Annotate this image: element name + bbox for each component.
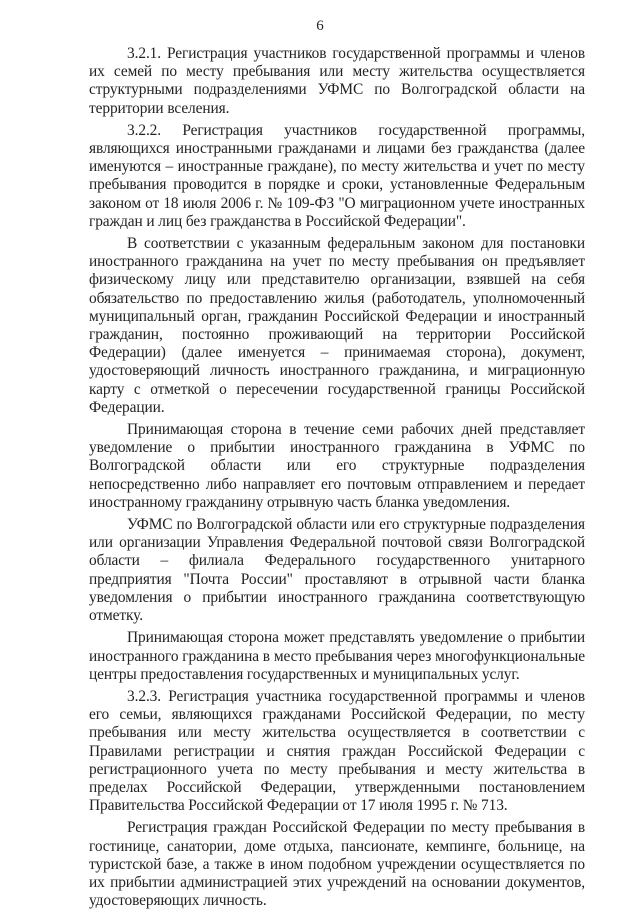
paragraph-registration-procedure: В соответствии с указанным федеральным законом для постановки иностранного гражданина на учет по месту пребывания он предъявляет физическому лицу или представителю организации, взявшей на себя обязательство по предоставлению жилья (работодатель, уполномоченный муниципальный орган, гражданин Российской Федерации и иностранный гражданин, постоянно проживающий на территории Российской Федерации) (далее именуется – принимаемая сторона), документ, удостоверяющий личность иностранного гражданина, и миграционную карту с отметкой о пересечении государственной границы Российской Федерации. <box>89 235 585 416</box>
paragraph-notification: Принимающая сторона в течение семи рабочих дней представляет уведомление о прибытии иностранного гражданина в УФМС по Волгоградской области или его структурные подразделения непосредственно либо направляет его почтовым отправлением и передает иностранному гражданину отрывную часть бланка уведомления. <box>89 421 585 511</box>
page-number: 6 <box>316 18 324 34</box>
paragraph-mfc: Принимающая сторона может представлять уведомление о прибытии иностранного гражданина в место пребывания через многофункциональные центры предоставления государственных и муниципальных услуг. <box>89 629 585 683</box>
paragraph-ufms-mark: УФМС по Волгоградской области или его структурные подразделения или организации Управления Федеральной почтовой связи Волгоградской области – филиала Федерального государственного унитарного предприятия "Почта России" проставляют в отрывной части бланка уведомления о прибытии иностранного гражданина соответствующую отметку. <box>89 516 585 625</box>
paragraph-hotel-registration: Регистрация граждан Российской Федерации по месту пребывания в гостинице, санатории, доме отдыха, пансионате, кемпинге, больнице, на туристской базе, а также в ином подобном учреждении осуществляется по их прибытии администрацией этих учреждений на основании документов, удостоверяющих личность. <box>89 819 585 910</box>
paragraph-3-2-2: 3.2.2. Регистрация участников государственной программы, являющихся иностранными гражданами и лицами без гражданства (далее именуются – иностранные граждане), по месту жительства и учет по месту пребывания проводится в порядке и сроки, установленные Федеральным законом от 18 июля 2006 г. № 109-ФЗ "О миграционном учете иностранных граждан и лиц без гражданства в Российской Федерации". <box>89 121 585 230</box>
paragraph-3-2-1: 3.2.1. Регистрация участников государственной программы и членов их семей по месту пребывания или месту жительства осуществляется структурными подразделениями УФМС по Волгоградской области на территории вселения. <box>89 45 585 117</box>
document-body <box>89 45 585 913</box>
paragraph-3-2-3: 3.2.3. Регистрация участника государственной программы и членов его семьи, являющихся гражданами Российской Федерации, по месту пребывания или месту жительства осуществляется в соответствии с Правилами регистрации и снятия граждан Российской Федерации с регистрационного учета по месту пребывания и месту жительства в пределах Российской Федерации, утвержденными постановлением Правительства Российской Федерации от 17 июля 1995 г. № 713. <box>89 687 585 815</box>
